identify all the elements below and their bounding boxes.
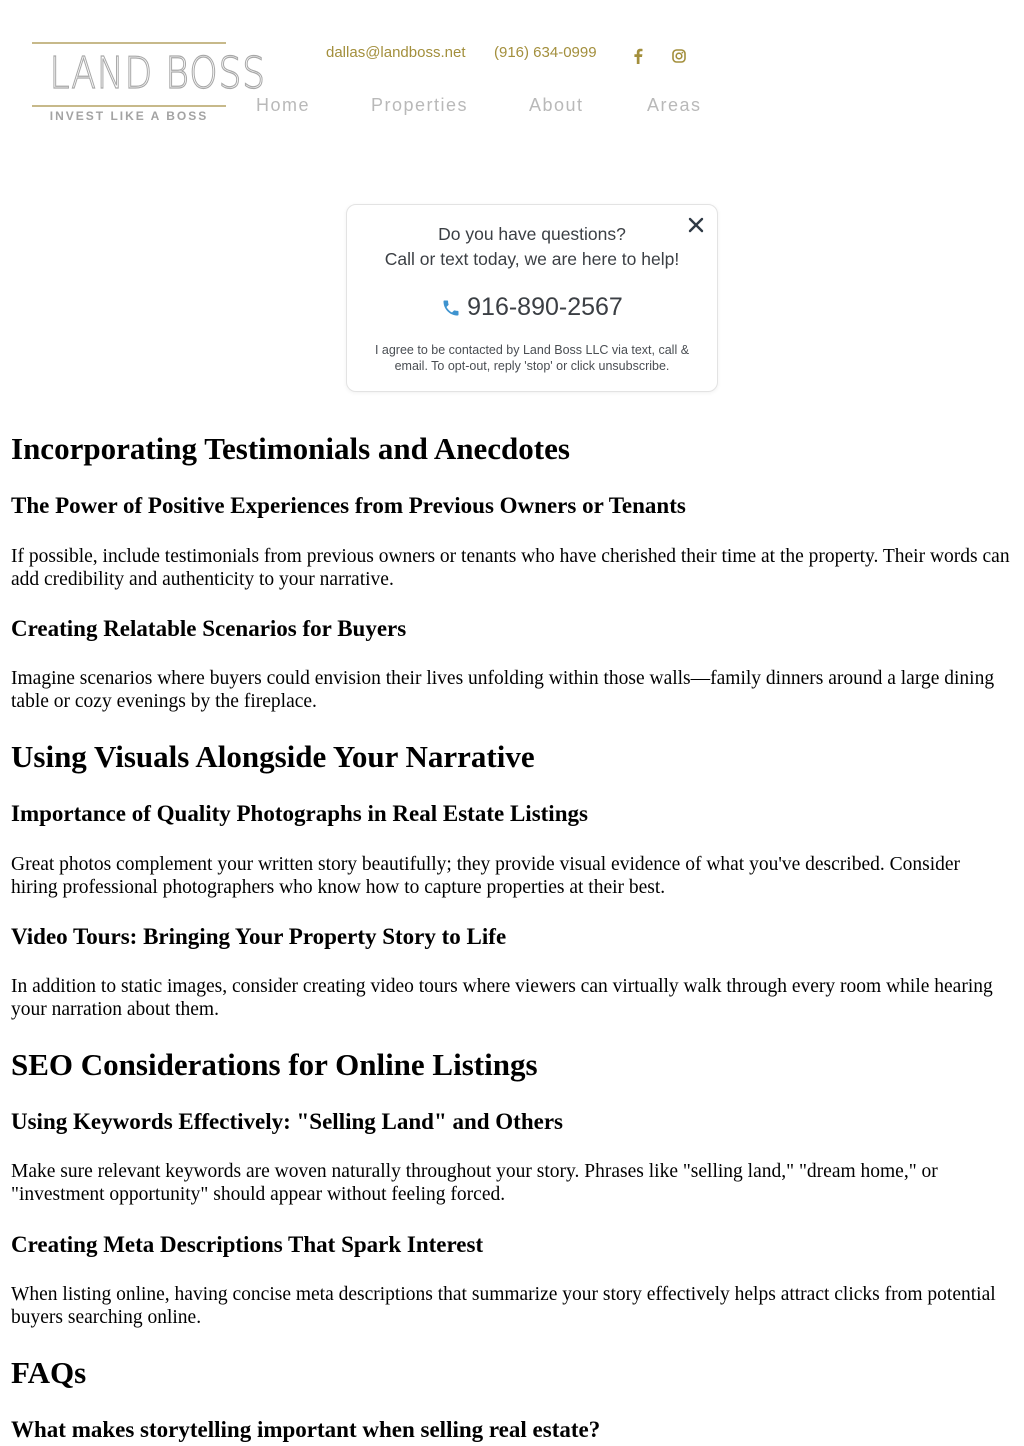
contact-popup: [346, 204, 718, 392]
phone-link[interactable]: (916) 634-0999: [494, 44, 597, 61]
section-heading: Using Visuals Alongside Your Narrative: [11, 739, 535, 774]
paragraph: When listing online, having concise meta descriptions that summarize your story effectively helps attract clicks from potential buyers searching online.: [11, 1284, 996, 1328]
facebook-icon[interactable]: [630, 47, 646, 65]
instagram-icon[interactable]: [671, 47, 687, 65]
popup-phone-row[interactable]: [347, 293, 717, 322]
paragraph: If possible, include testimonials from previous owners or tenants who have cherished their time at the property. Their words can add credibility and authenticity to your narrative.: [11, 546, 1010, 590]
subsection-heading: Using Keywords Effectively: "Selling Land" and Others: [11, 1109, 563, 1134]
subsection-heading: Creating Relatable Scenarios for Buyers: [11, 616, 407, 641]
nav-properties[interactable]: Properties: [371, 95, 469, 115]
section-heading: FAQs: [11, 1355, 87, 1390]
logo-wordmark: LAND BOSS: [49, 48, 266, 99]
nav-about[interactable]: About: [529, 95, 584, 115]
section-heading: Incorporating Testimonials and Anecdotes: [11, 431, 570, 466]
email-link[interactable]: dallas@landboss.net: [326, 44, 466, 61]
site-logo[interactable]: [32, 42, 266, 126]
subsection-heading: Video Tours: Bringing Your Property Story to Life: [11, 924, 507, 949]
paragraph: Great photos complement your written story beautifully; they provide visual evidence of what you've described. Consider hiring professional photographers who know how to capture properties at their best.: [11, 854, 961, 898]
phone-icon: [441, 298, 461, 318]
popup-help-text: Call or text today, we are here to help!: [384, 249, 680, 269]
subsection-heading: What makes storytelling important when selling real estate?: [11, 1417, 601, 1442]
logo-rule-top: [32, 42, 226, 44]
logo-rule-bottom: [32, 105, 226, 107]
paragraph: Imagine scenarios where buyers could envision their lives unfolding within those walls—family dinners around a large dining table or cozy evenings by the fireplace.: [11, 668, 995, 712]
nav-home[interactable]: Home: [256, 95, 311, 115]
logo-tagline: INVEST LIKE A BOSS: [49, 109, 209, 123]
popup-question: Do you have questions?: [438, 224, 626, 244]
subsection-heading: Creating Meta Descriptions That Spark Interest: [11, 1232, 484, 1257]
paragraph: Make sure relevant keywords are woven naturally throughout your story. Phrases like "selling land," "dream home," or "investment opportunity" should appear without feeling forced.: [11, 1161, 938, 1205]
section-heading: SEO Considerations for Online Listings: [11, 1047, 538, 1082]
popup-consent-text: I agree to be contacted by Land Boss LLC via text, call & email. To opt-out, reply 'stop' or click unsubscribe.: [374, 343, 690, 373]
nav-areas[interactable]: Areas: [647, 95, 702, 115]
paragraph: In addition to static images, consider creating video tours where viewers can virtually walk through every room while hearing your narration about them.: [11, 976, 993, 1020]
subsection-heading: Importance of Quality Photographs in Real Estate Listings: [11, 801, 588, 826]
popup-phone-number[interactable]: 916-890-2567: [467, 293, 623, 321]
subsection-heading: The Power of Positive Experiences from Previous Owners or Tenants: [11, 493, 686, 518]
